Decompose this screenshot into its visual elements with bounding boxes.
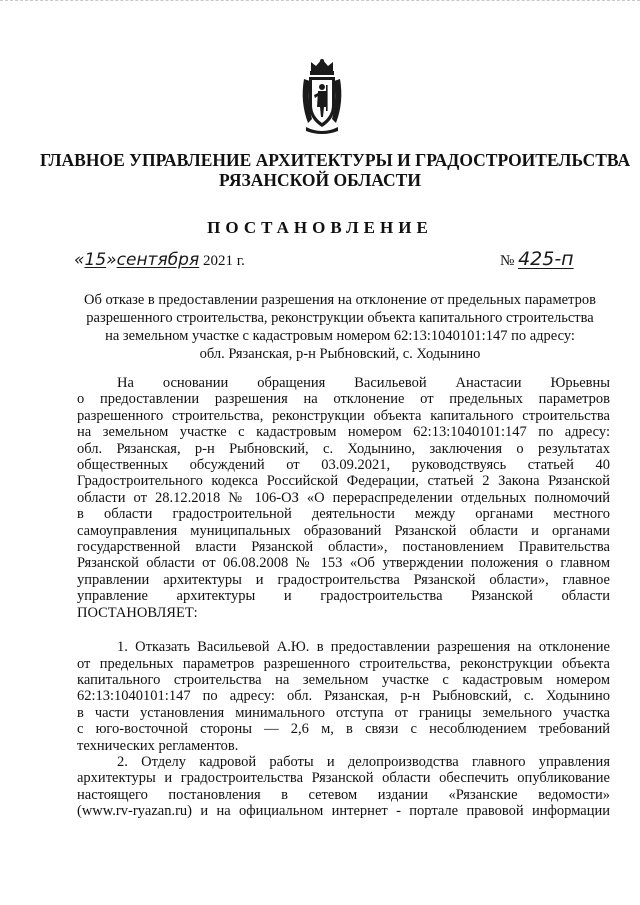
- preamble-line: общественных обсуждений от 03.09.2021, руководствуясь статьей 40: [77, 457, 610, 474]
- preamble-line: в области градостроительной деятельности между органами местного: [77, 506, 610, 523]
- ryazan-coat-of-arms-icon: [294, 57, 350, 137]
- date-day: 15: [84, 250, 107, 270]
- number-value: 425-п: [518, 248, 574, 270]
- item-2-line: 2. Отделу кадровой работы и делопроизводства главного управления: [117, 753, 610, 770]
- organization-name: [40, 150, 631, 190]
- preamble-line: разрешенного строительства, реконструкции объекта капитального строительства: [77, 407, 610, 424]
- preamble-line: самоуправления муниципальных образований Рязанской области и органами: [77, 522, 610, 539]
- item-1-line: капитального строительства на земельном участке с кадастровым номером: [77, 671, 610, 688]
- item-2-line: настоящего постановления в сетевом издании «Рязанские ведомости»: [77, 786, 610, 803]
- document-date: [74, 250, 245, 270]
- subject-line: разрешенного строительства, реконструкции объекта капитального строительства: [86, 310, 594, 326]
- subject-line: обл. Рязанская, р-н Рыбновский, с. Ходынино: [199, 346, 481, 362]
- item-1-line: в части установления минимального отступа от границы земельного участка: [77, 704, 610, 721]
- document-type: ПОСТАНОВЛЕНИЕ: [207, 218, 433, 237]
- item-1-paragraph: [77, 639, 610, 754]
- date-year: 2021 г.: [202, 253, 245, 269]
- organization-line-2: РЯЗАНСКОЙ ОБЛАСТИ: [219, 170, 421, 190]
- item-2-paragraph: [77, 754, 610, 820]
- preamble-line: управление архитектуры и градостроительства Рязанской области: [77, 588, 610, 605]
- document-body: [77, 375, 610, 820]
- subject-line: Об отказе в предоставлении разрешения на отклонение от предельных параметров: [84, 292, 596, 308]
- preamble-line: На основании обращения Васильевой Анастасии Юрьевны: [117, 375, 610, 391]
- preamble-line: Рязанской области от 06.08.2008 № 153 «Об утверждении положения о главном: [77, 555, 610, 572]
- resolves-word: ПОСТАНОВЛЯЕТ:: [77, 604, 198, 621]
- item-1-line: 1. Отказать Васильевой А.Ю. в предоставлении разрешения на отклонение: [117, 639, 610, 656]
- preamble-line: государственной власти Рязанской области», постановлением Правительства: [77, 539, 610, 556]
- subject-line: на земельном участке с кадастровым номером 62:13:1040101:147 по адресу:: [105, 328, 575, 344]
- document-number: [500, 248, 574, 270]
- scan-top-edge: [0, 0, 640, 7]
- date-month: сентября: [116, 250, 200, 270]
- preamble-line: Градостроительного кодекса Российской Федерации, статьей 2 Закона Рязанской: [77, 473, 610, 490]
- item-2-line: архитектуры и градостроительства Рязанской области обеспечить опубликование: [77, 770, 610, 787]
- preamble-line: обл. Рязанская, р-н Рыбновский, с. Ходынино, заключения о результатах: [77, 440, 610, 457]
- number-prefix: №: [500, 253, 515, 269]
- date-open-quote: «: [74, 250, 85, 270]
- date-close-quote: »: [106, 250, 117, 270]
- preamble-line: области от 28.12.2018 № 106-ОЗ «О перераспределении отдельных полномочий: [77, 489, 610, 506]
- item-1-line: 62:13:1040101:147 по адресу: обл. Рязанская, р-н Рыбновский, с. Ходынино: [77, 688, 610, 705]
- item-1-line: от предельных параметров разрешенного строительства, реконструкции объекта: [77, 655, 610, 672]
- item-2-line: (www.rv-ryazan.ru) и на официальном интернет - портале правовой информации: [77, 803, 610, 820]
- preamble-line: управлении архитектуры и градостроительства Рязанской области», главное: [77, 571, 610, 588]
- item-1-line: технических регламентов.: [77, 737, 239, 754]
- item-1-line: с юго-восточной стороны — 2,6 м, в связи с несоблюдением требований: [77, 721, 610, 738]
- preamble-line: на земельном участке с кадастровым номером 62:13:1040101:147 по адресу:: [77, 424, 610, 441]
- organization-line-1: ГЛАВНОЕ УПРАВЛЕНИЕ АРХИТЕКТУРЫ И ГРАДОСТРОИТЕЛЬСТВА: [40, 150, 631, 170]
- document-subject: [70, 291, 610, 363]
- preamble-paragraph: [77, 375, 610, 621]
- preamble-line: о предоставлении разрешения на отклонение от предельных параметров: [77, 391, 610, 408]
